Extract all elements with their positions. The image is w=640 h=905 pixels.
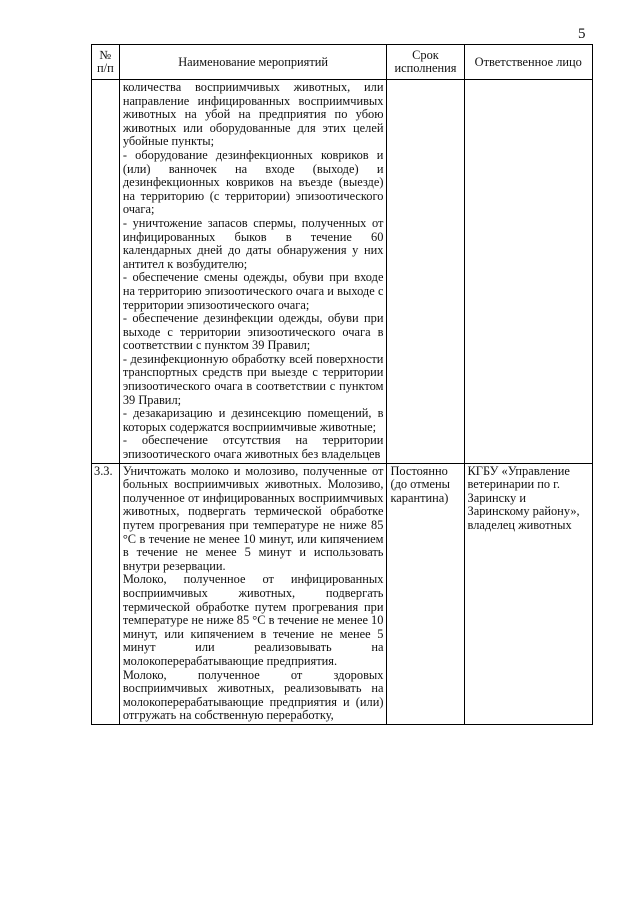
row-deadline: Постоянно (до отмены карантина) <box>387 463 464 724</box>
row-deadline <box>387 80 464 464</box>
measure-paragraph: Молоко, полученное от инфицированных восприимчивых животных, подвергать термической обработке путем прогревания при температуре не ниже 85 °С в течение не менее 10 минут, или кипячением в течение не менее 5 минут или реализовывать на молокоперерабатывающие предприятия. <box>122 572 384 668</box>
measures-table <box>91 44 593 725</box>
measure-paragraph: - дезинфекционную обработку всей поверхности транспортных средств при выезде с территории эпизоотического очага в соответствии с пунктом 39 Правил; <box>122 351 384 407</box>
row-responsible <box>464 80 592 464</box>
header-deadline: Срок исполнения <box>387 45 464 80</box>
row-number: 3.3. <box>92 463 120 724</box>
measure-paragraph: - обеспечение отсутствия на территории эпизоотического очага животных без владельцев <box>122 433 384 462</box>
header-responsible: Ответственное лицо <box>464 45 592 80</box>
table-row <box>92 80 593 464</box>
measure-paragraph: - оборудование дезинфекционных ковриков и (или) ванночек на входе (выходе) и дезинфекционных ковриков на въезде (выезде) на территорию (с территории) эпизоотического очага; <box>122 147 384 217</box>
measure-paragraph: количества восприимчивых животных, или направление инфицированных восприимчивых животных на убой на предприятия по убою животных или оборудованные для этих целей убойные пункты; <box>122 80 384 149</box>
row-measures <box>119 463 387 724</box>
measure-paragraph: - уничтожение запасов спермы, полученных от инфицированных быков в течение 60 календарных дней до даты обнаружения у них антител к возбудителю; <box>122 215 384 271</box>
measure-paragraph: - обеспечение смены одежды, обуви при входе на территорию эпизоотического очага и выходе с территории эпизоотического очага; <box>122 270 384 312</box>
measure-paragraph: - дезакаризацию и дезинсекцию помещений, в которых содержатся восприимчивые животные; <box>122 406 384 434</box>
table-row <box>92 463 593 724</box>
measure-paragraph: Молоко, полученное от здоровых восприимчивых животных, реализовывать на молокоперерабатывающие предприятия и (или) отгружать на собственную переработку, <box>122 667 384 723</box>
row-responsible: КГБУ «Управление ветеринарии по г. Заринску и Заринскому району», владелец животных <box>464 463 592 724</box>
measure-paragraph: Уничтожать молоко и молозиво, полученные от больных восприимчивых животных. Молозиво, полученное от инфицированных восприимчивых животных, подвергать термической обработке путем прогревания при температуре не ниже 85 °С в течение не менее 10 минут, или кипячением в течение не менее 5 минут и использовать внутри резервации. <box>122 463 384 573</box>
header-measures: Наименование мероприятий <box>119 45 387 80</box>
header-number: № п/п <box>92 45 120 80</box>
row-number <box>92 80 120 464</box>
page-number: 5 <box>578 26 586 42</box>
table-header-row <box>92 45 593 80</box>
measure-paragraph: - обеспечение дезинфекции одежды, обуви при выходе с территории эпизоотического очага в соответствии с пунктом 39 Правил; <box>122 311 384 353</box>
row-measures <box>119 80 387 464</box>
